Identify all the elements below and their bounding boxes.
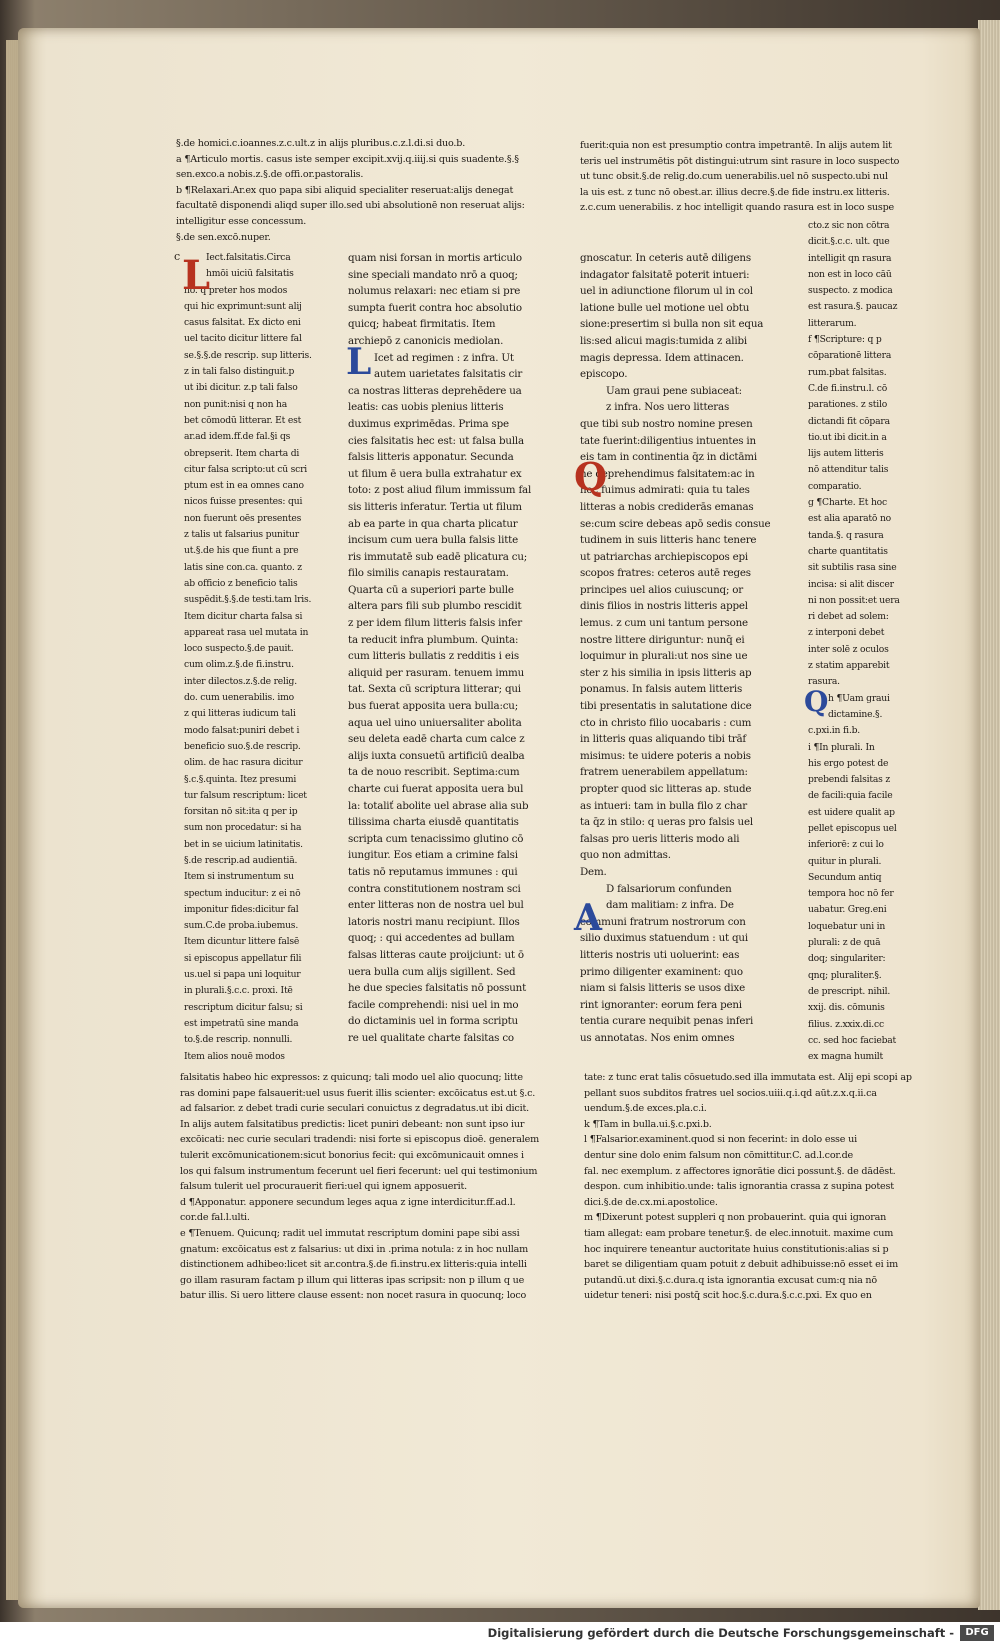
text-line: litteras a nobis crediderās emanas	[580, 500, 754, 513]
gloss-line: bet in se uicium latinitatis.	[184, 838, 303, 850]
text-line: tibi presentatis in salutatione dice	[580, 700, 752, 713]
text-line: ta q̄z in stilo: q ueras pro falsis uel	[580, 816, 753, 829]
gloss-line: non punit:nisi q non ha	[184, 398, 288, 410]
text-line: facile comprehendi: nisi uel in mo	[348, 998, 519, 1011]
text-line: tilissima charta eiusdē quantitatis	[348, 816, 519, 829]
gloss-line: est uidere qualit ap	[808, 806, 895, 818]
text-line: ta de nouo rescribit. Septima:cum	[348, 766, 520, 779]
gloss-line: filius. z.xxix.di.cc	[808, 1018, 884, 1030]
text-line: quam nisi forsan in mortis articulo	[348, 252, 522, 264]
gloss-line: suspecto. z modica	[808, 285, 893, 297]
gloss-line: cum olim.z.§.de fi.instru.	[184, 659, 294, 671]
gloss-line: qui hic exprimunt:sunt alij	[184, 300, 302, 312]
text-line: do dictaminis uel in forma scriptu	[348, 1015, 518, 1028]
gloss-line: ut.§.de his que fiunt a pre	[184, 545, 299, 557]
text-line: alijs iuxta consuetū artificiū dealba	[348, 749, 525, 762]
text-line: nolumus relaxari: nec etiam si pre	[348, 285, 521, 298]
text-line: dinis filios in nostris litteris appel	[580, 600, 748, 613]
gloss-line: ut tunc obsit.§.de relig.do.cum uenerabilis.uel nō suspecto.ubi nul	[580, 171, 888, 183]
gloss-line: dici.§.de de.cx.mi.apostolice.	[584, 1196, 718, 1208]
text-line: episcopo.	[580, 368, 628, 381]
text-line: lemus. z cum uni tantum persone	[580, 617, 748, 630]
text-line: hoc fuimus admirati: quia tu tales	[580, 484, 750, 497]
gloss-line: intelligit qn rasura	[808, 252, 892, 264]
gloss-line: pellant suos subditos fratres uel socios.uiii.q.i.qd aūt.z.x.q.ii.ca	[584, 1087, 877, 1099]
text-line: falsas litteras caute proijciunt: ut ō	[348, 948, 524, 961]
text-line: sione:presertim si bulla non sit equa	[580, 318, 764, 331]
text-line: propter quod sic litteras ap. stude	[580, 783, 752, 795]
text-line: sumpta fuerit contra hoc absolutio	[348, 301, 522, 314]
gloss-line: imponitur fides:dicitur fal	[184, 903, 299, 915]
text-line: uera bulla cum alijs sigillent. Sed	[348, 965, 516, 978]
gloss-line: parationes. z stilo	[808, 399, 888, 411]
text-line: misimus: te uidere poteris a nobis	[580, 749, 751, 762]
gloss-line: si episcopus appellatur fili	[184, 952, 302, 964]
gloss-line: go illam rasuram factam p illum qui litteras ipas scripsit: non p illum q ue	[180, 1274, 525, 1286]
text-line: eis tam in continentia q̄z in dictāmi	[580, 451, 757, 464]
text-line: ster z his similia in ipsis litteris ap	[580, 666, 752, 679]
gloss-line: uendum.§.de exces.pla.c.i.	[584, 1103, 707, 1115]
gloss-line: distinctionem adhibeo:licet sit ar.contra.§.de fi.instru.ex litteris:quia intelli	[180, 1259, 527, 1271]
gloss-line: l ¶Falsarior.examinent.quod si non fecerint: in dolo esse ui	[584, 1134, 857, 1146]
initial-q-red: Q	[574, 454, 608, 499]
gloss-line: tur falsum rescriptum: licet	[184, 789, 307, 801]
margin-letter-c: c	[174, 250, 181, 263]
gloss-line: sen.exco.a nobis.z.§.de offi.or.pastoralis.	[176, 169, 364, 181]
initial-q-blue: Q	[804, 685, 829, 718]
text-line: he due species falsitatis nō possunt	[348, 982, 527, 995]
text-line: scopos fratres: ceteros autē reges	[580, 567, 751, 580]
gloss-line: z talis ut falsarius punitur	[184, 529, 299, 541]
gloss-line: tiam allegat: eam probare tenetur.§. de elec.innotuit. maxime cum	[584, 1227, 894, 1239]
text-line: se:cum scire debeas apō sedis consue	[580, 517, 771, 530]
text-line: lis:sed alicui magis:tumida z alibi	[580, 334, 747, 347]
gloss-line: Item si instrumentum su	[184, 871, 294, 883]
gloss-line: z in tali falso distinguit.p	[184, 366, 295, 378]
gloss-line: Item dicuntur littere falsē	[184, 936, 300, 948]
text-line: tatis nō reputamus immunes : qui	[348, 865, 518, 878]
gloss-line: ex magna humilt	[808, 1051, 884, 1063]
initial-a-blue: A	[574, 897, 602, 939]
text-line: altera pars fili sub plumbo rescidit	[348, 600, 522, 613]
text-line: Quarta cū a superiori parte bulle	[348, 583, 514, 596]
gloss-line: m ¶Dixerunt potest suppleri q non probauerint. quia qui ignoran	[584, 1212, 887, 1224]
gloss-line: ab officio z beneficio talis	[184, 577, 298, 589]
text-line: communi fratrum nostrorum con	[580, 915, 746, 928]
gloss-line: h ¶Uam graui	[828, 692, 890, 704]
gloss-line: z qui litteras iudicum tali	[184, 708, 296, 720]
gloss-line: qnq; pluraliter.§.	[808, 969, 882, 981]
gloss-line: do. cum uenerabilis. imo	[184, 692, 294, 704]
gloss-line: de prescript. nihil.	[808, 985, 891, 997]
footer-bar	[0, 1622, 1000, 1646]
gloss-line: uidetur teneri: nisi postq̄ scit hoc.§.c.dura.§.c.c.pxi. Ex quo en	[584, 1290, 872, 1302]
gloss-line: dentur sine dolo enim falsum non cōmittitur.C. ad.l.cor.de	[584, 1149, 854, 1161]
text-line: cum litteris bullatis z redditis i eis	[348, 650, 519, 663]
gloss-line: dictandi fit cōpara	[808, 415, 890, 427]
gloss-line: ras domini pape falsauerit:uel usus fuerit illis scienter: excōicatus est.ut §.c.	[180, 1087, 536, 1099]
text-line: ut filum ē uera bulla extrahatur ex	[348, 467, 522, 480]
text-line: seu deleta eadē charta cum calce z	[348, 733, 525, 746]
text-line: uel in adiunctione filorum ul in col	[580, 285, 753, 298]
text-line: ponamus. In falsis autem litteris	[580, 683, 743, 696]
gloss-line: beneficio suo.§.de rescrip.	[184, 740, 301, 752]
gloss-line: tulerit excōmunicationem:sicut bonorius fecit: qui excōmunicauit omnes i	[180, 1149, 524, 1161]
funding-notice: Digitalisierung gefördert durch die Deutsche Forschungsgemeinschaft -	[487, 1626, 954, 1640]
text-line: sis litteris inferatur. Tertia ut filum	[348, 500, 522, 513]
text-line: falsas pro ueris litteris modo ali	[580, 832, 740, 845]
gloss-line: §.c.§.quinta. Itez presumi	[184, 773, 297, 785]
gloss-line: modo falsat:puniri debet i	[184, 724, 300, 736]
gloss-line: charte quantitatis	[808, 545, 888, 557]
text-line: re uel qualitate charte falsitas co	[348, 1031, 514, 1044]
text-line: ta reducit infra plumbum. Quinta:	[348, 633, 519, 646]
text-line: magis depressa. Idem attinacen.	[580, 351, 744, 364]
gloss-line: la uis est. z tunc nō obest.ar. illius decre.§.de fide instru.ex litteris.	[580, 186, 890, 198]
main-text-column-right	[580, 250, 794, 1044]
gloss-line: In alijs autem falsitatibus predictis: licet puniri debeant: non sunt ipso iur	[180, 1118, 525, 1130]
gloss-line: ut ibi dicitur. z.p tali falso	[184, 382, 298, 394]
gloss-line: falsitatis habeo hic expressos: z quicunq; tali modo uel alio quocunq; litte	[180, 1072, 523, 1083]
top-gloss	[176, 136, 576, 264]
text-line: silio duximus statuendum : ut qui	[580, 932, 748, 945]
text-line: dam malitiam: z infra. De	[606, 899, 734, 912]
gloss-line: non est in loco cāū	[808, 268, 892, 280]
gloss-line: lijs autem litteris	[808, 448, 884, 460]
text-line: z infra. Nos uero litteras	[606, 401, 730, 414]
gloss-line: cōparationē littera	[808, 350, 892, 362]
gloss-line: sum non procedatur: si ha	[184, 822, 302, 834]
gloss-line: Secundum antiq	[808, 871, 882, 883]
gloss-line: uel tacito dicitur littere fal	[184, 333, 302, 345]
text-line: us annotatas. Nos enim omnes	[580, 1031, 735, 1044]
gloss-line: excōicati: nec curie seculari tradendi: nisi forte si episcopus dioē. generalem	[180, 1134, 539, 1146]
gloss-line: pellet episcopus uel	[808, 822, 897, 834]
gloss-line: intelligitur esse concessum.	[176, 215, 307, 227]
text-line: scripta cum tenacissimo glutino cō	[348, 832, 524, 845]
text-line: contra constitutionem nostram sci	[348, 882, 521, 895]
text-line: indagator falsitatē poterit intueri:	[580, 268, 750, 281]
gloss-line: ni non possit:et uera	[808, 594, 900, 606]
gloss-line: suspēdit.§.§.de testi.tam lris.	[184, 594, 312, 606]
book-page	[18, 28, 980, 1608]
bottom-right-gloss	[584, 1070, 930, 1310]
text-line: iungitur. Eos etiam a crimine falsi	[348, 849, 518, 862]
gloss-line: appareat rasa uel mutata in	[184, 626, 309, 638]
gloss-line: litterarum.	[808, 317, 857, 329]
gloss-line: nō attenditur talis	[808, 464, 889, 476]
text-line: in litteris quas aliquando tibi trāf	[580, 733, 747, 746]
gloss-line: g ¶Charte. Et hoc	[808, 497, 887, 509]
text-line: filo similis canapis restauratam.	[348, 567, 509, 580]
gloss-line: ad falsarior. z debet tradi curie seculari conuictus z degradatus.ut ibi dicit.	[180, 1103, 529, 1115]
gloss-line: z statim apparebit	[808, 660, 890, 672]
gloss-line: citur falsa scripto:ut cū scri	[184, 463, 308, 475]
text-line: litteris nostris uti uoluerint: eas	[580, 948, 740, 961]
gloss-line: spectum inducitur: z ei nō	[184, 887, 301, 899]
gloss-line: dicit.§.c.c. ult. que	[808, 236, 890, 248]
gloss-line: Iect.falsitatis.Circa	[206, 252, 291, 263]
gloss-line: e ¶Tenuem. Quicunq; radit uel immutat rescriptum domini pape sibi assi	[180, 1227, 520, 1239]
text-line: latione bulle uel motione uel obtu	[580, 301, 750, 314]
main-text-column-left	[348, 250, 562, 1050]
text-line: la: totaliť abolite uel abrase alia sub	[348, 799, 529, 812]
gloss-line: ar.ad idem.ff.de fal.§i qs	[184, 431, 291, 443]
gloss-line: z.c.cum uenerabilis. z hoc intelligit quando rasura est in loco suspe	[580, 202, 895, 214]
text-line: nostre littere diriguntur: nunq̄ ei	[580, 633, 745, 646]
gloss-line: z interponi debet	[808, 627, 885, 639]
text-line: incisum cum uera bulla falsis litte	[348, 534, 518, 547]
gloss-line: ri debet ad solem:	[808, 611, 889, 623]
gloss-line: putandū.ut dixi.§.c.dura.q ista ignorantia excusat cum:q nia nō	[584, 1274, 877, 1286]
gloss-line: loquebatur uni in	[808, 920, 886, 932]
gloss-line: f ¶Scripture: q p	[808, 334, 882, 346]
gloss-line: prebendi falsitas z	[808, 774, 891, 786]
gloss-line: fuerit:quia non est presumptio contra impetrantē. In alijs autem lit	[580, 140, 892, 151]
text-line: principes uel alios cuiuscunq; or	[580, 583, 744, 596]
text-line: quo non admittas.	[580, 849, 671, 862]
text-line: enter litteras non de nostra uel bul	[348, 899, 524, 912]
gloss-line: k ¶Tam in bulla.ui.§.c.pxi.b.	[584, 1118, 712, 1130]
text-line: gnoscatur. In ceteris autē diligens	[580, 252, 751, 264]
text-line: D falsariorum confunden	[606, 882, 732, 895]
text-line: que tibi sub nostro nomine presen	[580, 417, 753, 430]
text-line: z per idem filum litteris falsis infer	[348, 617, 522, 630]
gloss-line: non fuerunt oēs presentes	[184, 512, 302, 524]
gloss-line: §.de sen.excō.nuper.	[176, 231, 271, 243]
text-line: Dem.	[580, 865, 607, 878]
gloss-line: ptum est in ea omnes cano	[184, 480, 304, 492]
text-line: Uam graui pene subiaceat:	[606, 384, 742, 397]
initial-l-blue: L	[346, 341, 372, 383]
gloss-line: latis sine con.ca. quanto. z	[184, 561, 302, 573]
gloss-line: sit subtilis rasa sine	[808, 562, 897, 574]
gloss-line: casus falsitat. Ex dicto eni	[184, 317, 301, 329]
text-line: cies falsitatis hec est: ut falsa bulla	[348, 434, 524, 447]
gloss-line: forsitan nō sit:ita q per ip	[184, 806, 298, 818]
gloss-line: uabatur. Greg.eni	[808, 904, 887, 916]
gloss-line: b ¶Relaxari.Ar.ex quo papa sibi aliquid specialiter reseruat:alijs denegat	[176, 184, 514, 196]
gloss-line: rescriptum dicitur falsu; si	[184, 1001, 303, 1013]
gloss-line: hmōi uiciū falsitatis	[206, 268, 294, 280]
text-line: leatis: cas uobis plenius litteris	[348, 401, 504, 414]
gloss-line: rum.pbat falsitas.	[808, 366, 887, 378]
gloss-line: se.§.§.de rescrip. sup litteris.	[184, 349, 312, 361]
text-line: primo diligenter examinent: quo	[580, 965, 743, 978]
gloss-line: d ¶Apponatur. apponere secundum leges aqua z igne interdicitur.ff.ad.l.	[180, 1196, 516, 1208]
text-line: ris immutatē sub eadē plicatura cu;	[348, 550, 528, 563]
gloss-line: cto.z sic non cōtra	[808, 220, 890, 231]
gloss-line: obrepserit. Item charta di	[184, 447, 300, 459]
gloss-line: cc. sed hoc faciebat	[808, 1034, 897, 1046]
gloss-line: sum.C.de proba.iubemus.	[184, 920, 299, 932]
top-right-gloss	[580, 138, 920, 222]
text-line: archiepō z canonicis mediolan.	[348, 334, 504, 347]
text-line: aqua uel uino uniuersaliter abolita	[348, 716, 522, 729]
gloss-line: tanda.§. q rasura	[808, 529, 884, 541]
gloss-line: Item dicitur charta falsa si	[184, 610, 303, 622]
gloss-line: cor.de fal.l.ulti.	[180, 1212, 250, 1224]
gloss-column-right	[808, 218, 930, 1068]
gloss-line: §.de homici.c.ioannes.z.c.ult.z in alijs pluribus.c.z.l.di.si duo.b.	[176, 138, 466, 149]
text-line: quoq; : qui accedentes ad bullam	[348, 932, 515, 945]
gloss-line: est alia aparatō no	[808, 513, 892, 525]
gloss-line: facultatē disponendi aliqd super illo.sed ubi absolutionē non reseruat alijs:	[176, 200, 525, 212]
text-line: aliquid per rasuram. tenuem immu	[348, 666, 525, 679]
text-line: tudinem in suis litteris hanc tenere	[580, 534, 757, 547]
gloss-line: plurali: z de quā	[808, 937, 881, 949]
text-line: tentia curare nequibit penas inferi	[580, 1015, 754, 1028]
text-line: loquimur in plurali:ut nos sine ue	[580, 650, 748, 663]
text-line: ut patriarchas archiepiscopos epi	[580, 550, 748, 563]
gloss-line: loco suspecto.§.de pauit.	[184, 643, 294, 655]
gloss-line: inter dilectos.z.§.de relig.	[184, 675, 297, 687]
bottom-left-gloss	[180, 1070, 576, 1310]
text-line: as intueri: tam in bulla filo z char	[580, 799, 748, 812]
gloss-line: §.de rescrip.ad audientiā.	[184, 854, 298, 866]
gloss-line: fal. nec exemplum. z affectores ignorātie dici possunt.§. de dādēst.	[584, 1165, 896, 1177]
gloss-line: his ergo potest de	[808, 757, 889, 769]
gloss-line: dictamine.§.	[828, 708, 883, 720]
text-line: Icet ad regimen : z infra. Ut	[374, 351, 514, 364]
gloss-line: to.§.de rescrip. nonnulli.	[184, 1034, 293, 1046]
text-line: tate fuerint:diligentius intuentes in	[580, 434, 756, 447]
gloss-line: c.pxi.in fi.b.	[808, 725, 861, 737]
text-line: duximus exprimēdas. Prima spe	[348, 417, 509, 430]
gloss-line: doq; singulariter:	[808, 953, 886, 965]
text-line: bus fuerat apposita uera bulla:cu;	[348, 700, 518, 713]
text-line: rint ignoranter: eorum fera peni	[580, 998, 742, 1011]
gloss-line: tempora hoc nō fer	[808, 888, 894, 900]
gloss-line: us.uel si papa uni loquitur	[184, 969, 301, 981]
gloss-line: falsum tulerit uel procurauerit fieri:uel qui ignem apposuerit.	[180, 1181, 468, 1193]
gloss-line: C.de fi.instru.l. cō	[808, 382, 888, 394]
gloss-line: inferiorē: z cui lo	[808, 839, 884, 851]
gloss-line: bet cōmodū litterar. Et est	[184, 414, 302, 426]
text-line: niam si falsis litteris se usos dixe	[580, 982, 745, 995]
gloss-line: teris uel instrumētis pōt distingui:utrum sint rasure in loco suspecto	[580, 155, 900, 167]
text-line: tat. Sexta cū scriptura litterar; qui	[348, 683, 521, 696]
right-page-edges	[978, 20, 1000, 1610]
gloss-line: hoc inquirere teneantur auctoritate huius constitutionis:alias si p	[584, 1243, 889, 1255]
text-line: ne deprehendimus falsitatem:ac in	[580, 467, 755, 480]
gloss-line: a ¶Articulo mortis. casus iste semper excipit.xvij.q.iiij.si quis suadente.§.§	[176, 153, 519, 165]
gloss-line: tate: z tunc erat talis cōsuetudo.sed illa immutata est. Alij epi scopi ap	[584, 1072, 912, 1083]
gloss-line: in plurali.§.c.c. proxi. Itē	[184, 985, 293, 997]
text-line: fratrem uenerabilem appellatum:	[580, 766, 748, 779]
gloss-line: olim. de hac rasura dicitur	[184, 757, 303, 769]
gloss-line: baret se diligentiam quam potuit z debuit adhibuisse:nō esset ei im	[584, 1259, 899, 1271]
gloss-line: i ¶In plurali. In	[808, 741, 875, 753]
gloss-line: despon. cum inhibitio.unde: talis ignorantia crassa z supina potest	[584, 1181, 894, 1193]
text-line: toto: z post aliud filum immissum fal	[348, 484, 532, 497]
text-line: quicq; habeat firmitatis. Item	[348, 318, 496, 331]
gloss-line: nicos fuisse presentes: qui	[184, 496, 303, 508]
dfg-logo: DFG	[960, 1625, 994, 1641]
text-line: latoris nostri manu recipiunt. Illos	[348, 915, 520, 928]
text-line: cto in christo filio uocabaris : cum	[580, 716, 752, 729]
gloss-column-left	[184, 250, 332, 1065]
gloss-line: comparatio.	[808, 480, 862, 492]
gloss-line: est rasura.§. paucaz	[808, 301, 898, 313]
gloss-line: tio.ut ibi dicit.in a	[808, 431, 887, 443]
gloss-line: no. q preter hos modos	[184, 284, 288, 296]
gloss-line: gnatum: excōicatus est z falsarius: ut dixi in .prima notula: z in hoc nullam	[180, 1243, 529, 1255]
gloss-line: rasura.	[808, 676, 840, 688]
text-line: falsis litteris apponatur. Secunda	[348, 451, 514, 464]
text-line: ca nostras litteras deprehēdere ua	[348, 384, 522, 397]
gloss-line: de facili:quia facile	[808, 790, 893, 802]
text-line: ab ea parte in qua charta plicatur	[348, 517, 518, 530]
gloss-line: quitur in plurali.	[808, 855, 882, 867]
gloss-line: los qui falsum instrumentum fecerunt uel fieri fecerunt: uel qui testimonium	[180, 1165, 538, 1177]
gloss-line: incisa: si alit discer	[808, 578, 894, 590]
gloss-line: Item alios nouē modos	[184, 1050, 285, 1062]
gloss-line: xxij. dis. cōmunis	[808, 1002, 885, 1014]
text-line: sine speciali mandato nrō a quoq;	[348, 268, 518, 281]
gloss-line: est impetratū sine manda	[184, 1017, 299, 1029]
text-line: autem uarietates falsitatis cir	[374, 368, 523, 381]
gloss-line: batur illis. Si uero littere clause essent: non nocet rasura in quocunq; loco	[180, 1290, 527, 1302]
text-line: charte cui fuerat apposita uera bul	[348, 783, 524, 795]
gloss-line: inter solē z oculos	[808, 643, 889, 655]
initial-l-red: L	[182, 252, 211, 299]
